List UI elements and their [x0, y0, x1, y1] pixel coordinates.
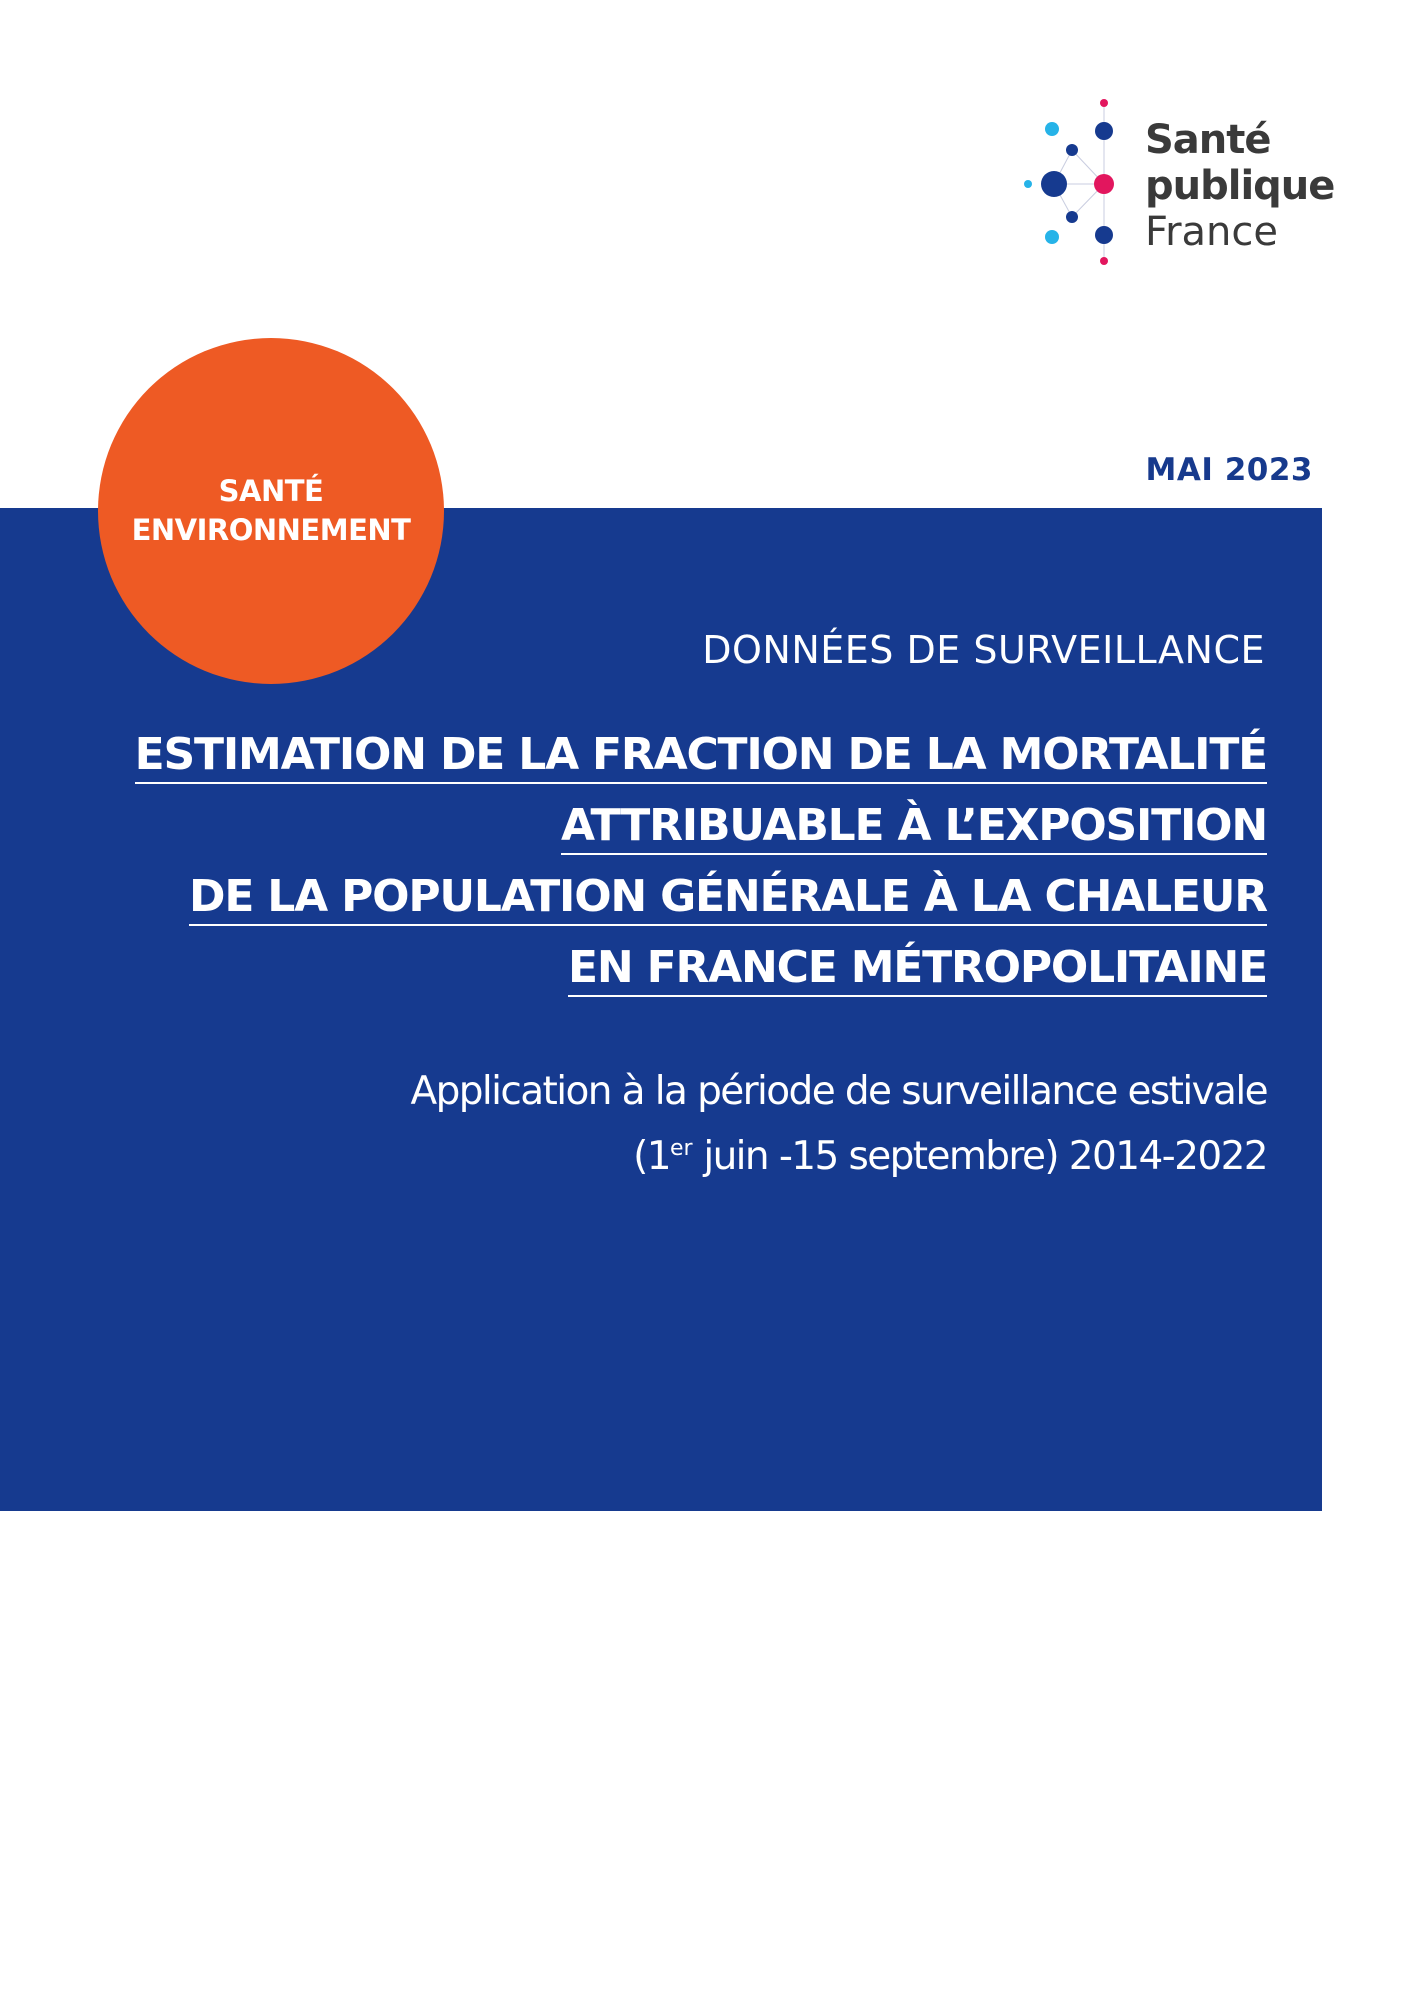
document-category: DONNÉES DE SURVEILLANCE [702, 628, 1265, 672]
title-line-text: DE LA POPULATION GÉNÉRALE À LA CHALEUR [189, 870, 1267, 926]
document-subtitle [167, 1063, 1267, 1185]
title-line [117, 941, 1267, 1012]
title-line-text: ESTIMATION DE LA FRACTION DE LA MORTALITÉ [135, 728, 1267, 784]
theme-badge [98, 338, 444, 684]
badge-line-2: ENVIRONNEMENT [131, 513, 411, 547]
ordinal-superscript: er [669, 1136, 693, 1161]
molecule-logo-icon [1020, 95, 1140, 270]
publication-date: MAI 2023 [1145, 452, 1313, 488]
subtitle-line-1: Application à la période de surveillance estivale [410, 1069, 1267, 1114]
logo-line-publique: publique [1145, 163, 1335, 209]
subtitle-line-2-start: (1 [633, 1134, 670, 1179]
logo-line-france: France [1145, 209, 1279, 255]
logo-line-sante: Santé [1145, 117, 1271, 163]
logo-wordmark [1145, 117, 1334, 255]
title-line [117, 799, 1267, 870]
title-line-text: ATTRIBUABLE À L’EXPOSITION [561, 799, 1267, 855]
title-line [117, 728, 1267, 799]
title-line [117, 870, 1267, 941]
badge-line-1: SANTÉ [218, 474, 324, 508]
subtitle-line-2 [167, 1120, 1267, 1185]
sante-publique-france-logo [1020, 95, 1335, 270]
subtitle-line-2-end: juin -15 septembre) 2014-2022 [692, 1134, 1267, 1179]
document-title [117, 728, 1267, 1012]
title-line-text: EN FRANCE MÉTROPOLITAINE [568, 941, 1267, 997]
